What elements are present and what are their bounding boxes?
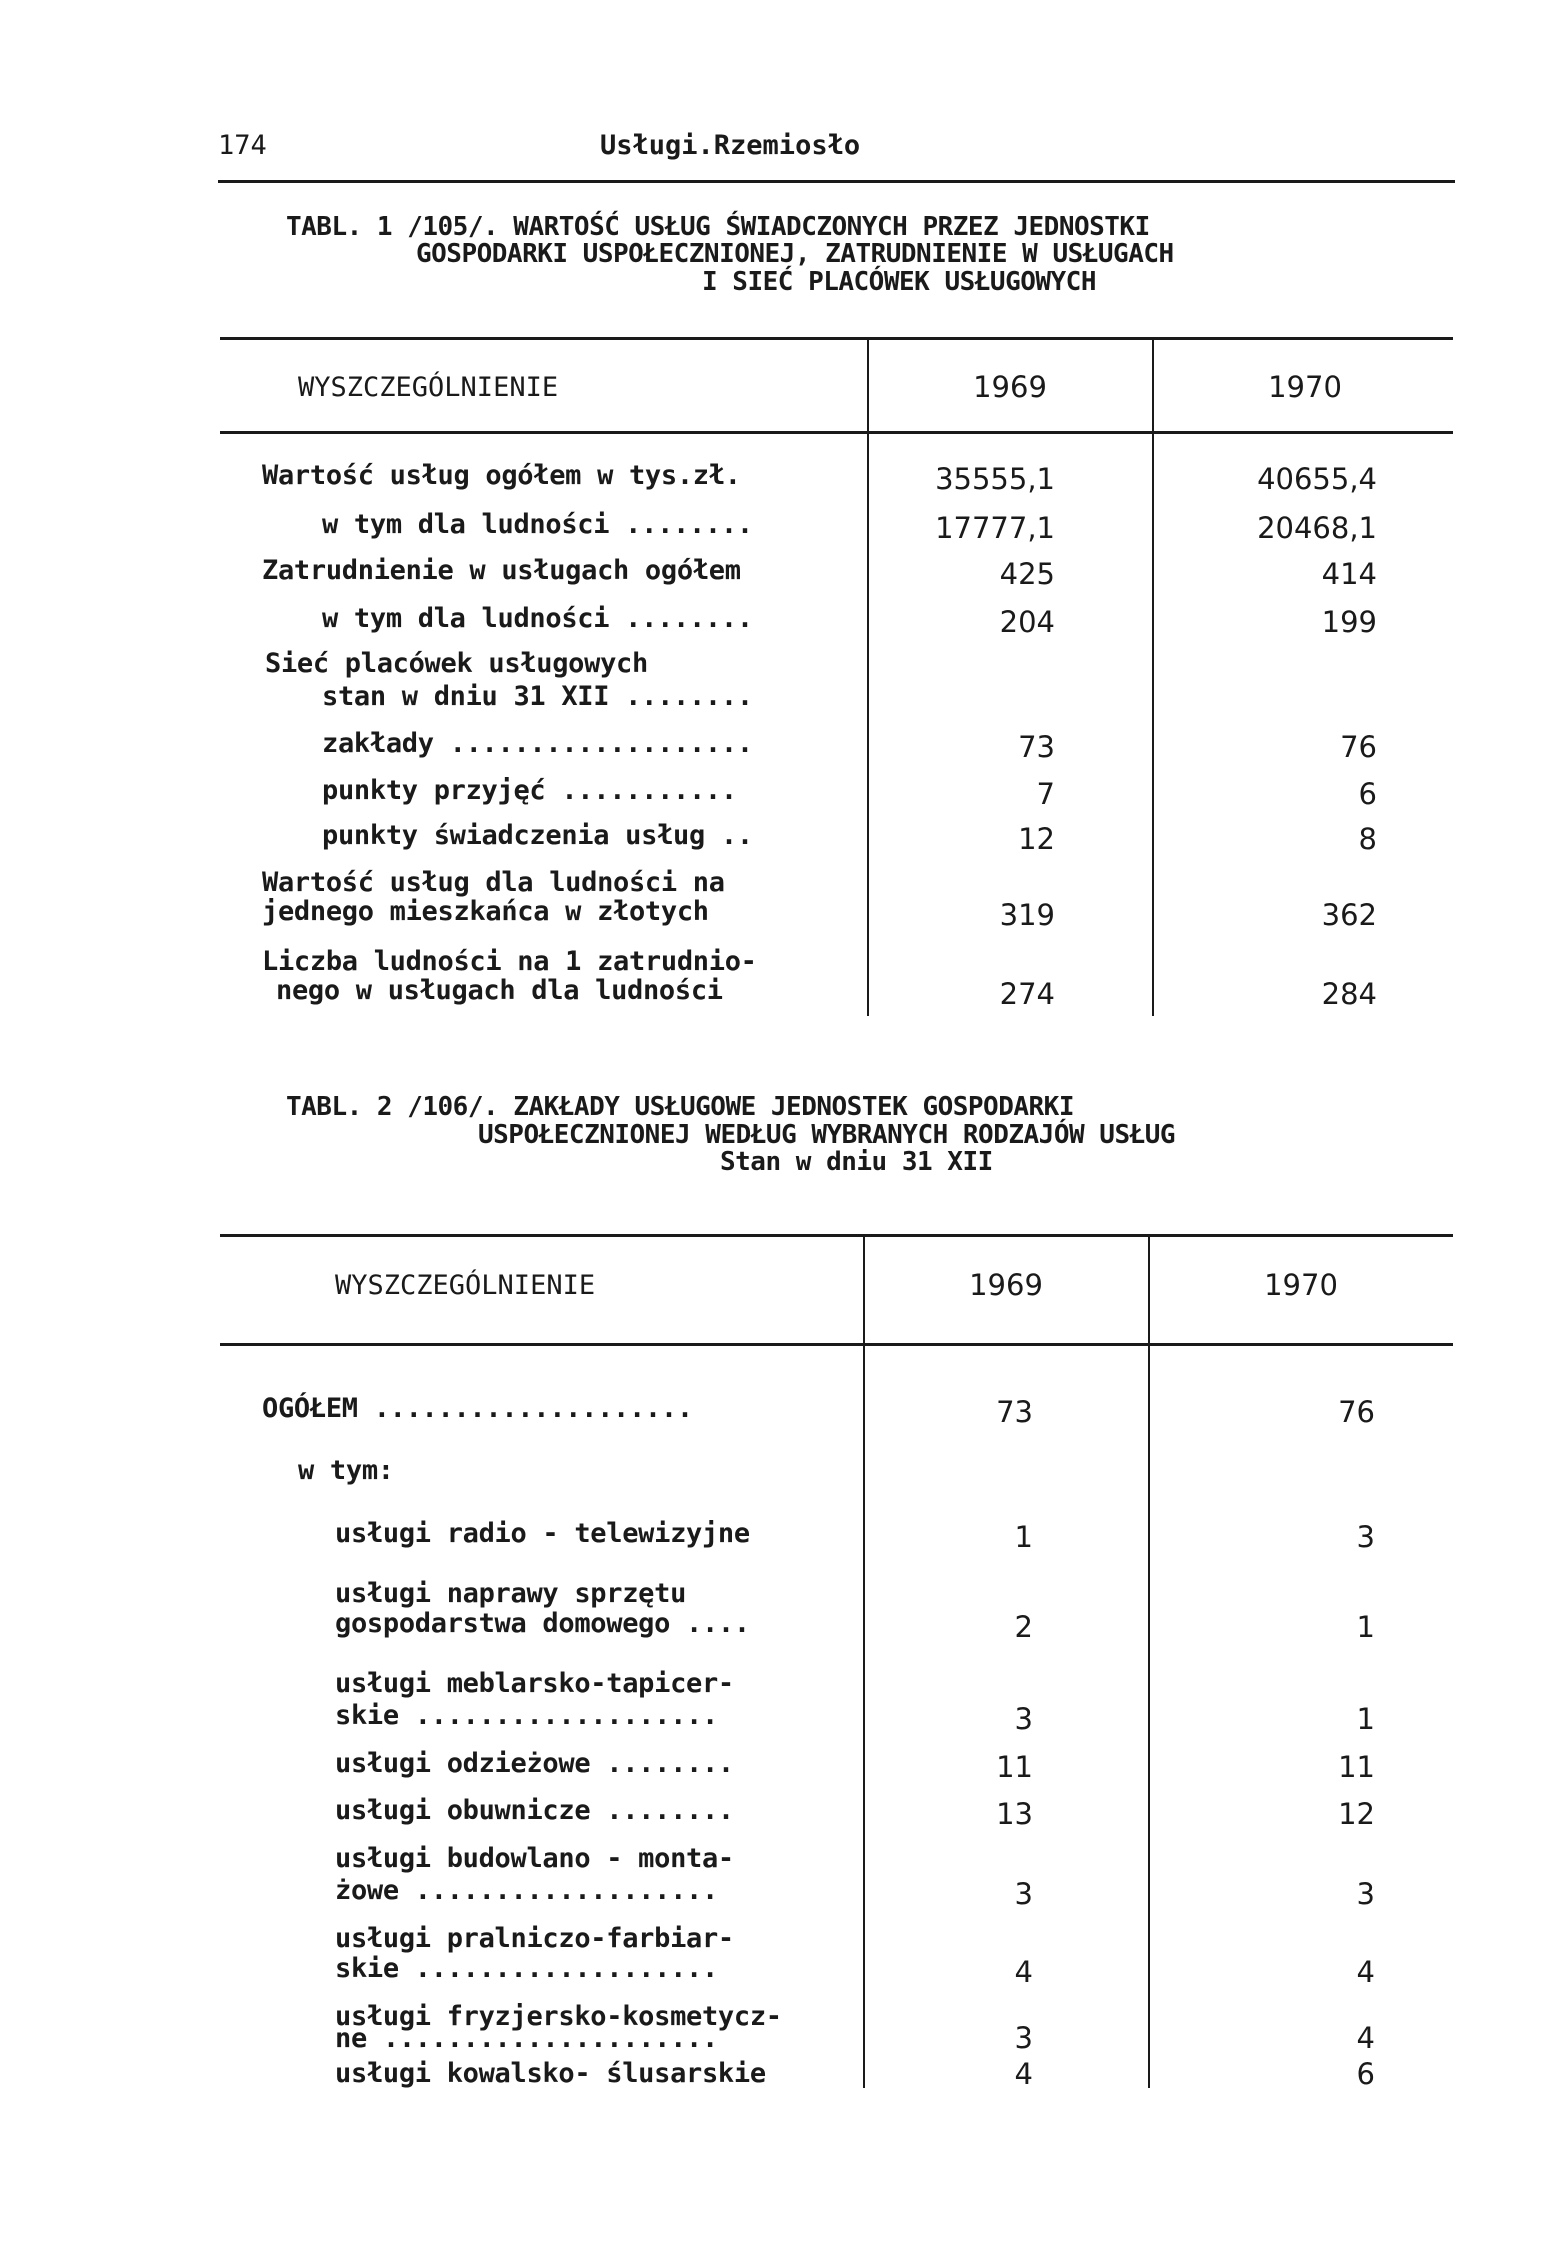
table-1-header-rule	[220, 431, 1453, 434]
table-2-row-1970: 3	[1356, 1520, 1375, 1554]
table-2-row-1969: 3	[1014, 1877, 1033, 1911]
table-1-row-label: zakłady ...................	[322, 728, 753, 759]
table-2-row-1970: 6	[1356, 2057, 1375, 2091]
table-2-row-1969: 11	[996, 1750, 1033, 1784]
table-1-row-label: Zatrudnienie w usługach ogółem	[262, 555, 741, 586]
table-1-caption-line-3: I SIEĆ PLACÓWEK USŁUGOWYCH	[702, 267, 1096, 297]
table-1-col-divider-1	[867, 337, 869, 1016]
table-2-caption-line-3: Stan w dniu 31 XII	[720, 1147, 993, 1177]
table-1-row-1969: 204	[999, 605, 1055, 639]
table-2-col-divider-1	[863, 1234, 865, 2088]
table-1-row-1970: 8	[1358, 822, 1377, 856]
section-title: Usługi.Rzemiosło	[600, 130, 861, 161]
table-1-col-1969: 1969	[973, 370, 1047, 404]
table-1-row-1969: 425	[999, 557, 1055, 591]
table-2-row-1970: 4	[1356, 2021, 1375, 2055]
table-2-row-label: żowe ...................	[335, 1875, 718, 1906]
table-1-col-divider-2	[1152, 337, 1154, 1016]
table-1-row-label: w tym dla ludności ........	[322, 509, 753, 540]
table-2-row-1969: 3	[1014, 2021, 1033, 2055]
table-1-row-1970: 76	[1340, 730, 1377, 764]
table-1-row-1970: 6	[1358, 777, 1377, 811]
table-2-row-label: usługi fryzjersko-kosmetycz-	[335, 2001, 782, 2032]
table-2-caption-line-2: USPOŁECZNIONEJ WEDŁUG WYBRANYCH RODZAJÓW USŁUG	[478, 1120, 1176, 1150]
table-1-row-1970: 414	[1321, 557, 1377, 591]
table-1-row-1969: 17777,1	[935, 511, 1055, 545]
table-2-row-1969: 3	[1014, 1702, 1033, 1736]
table-1-row-label: Liczba ludności na 1 zatrudnio-	[262, 946, 757, 977]
table-2-row-label: usługi kowalsko- ślusarskie	[335, 2058, 766, 2089]
table-2-row-label: usługi budowlano - monta-	[335, 1843, 734, 1874]
table-2-row-label: skie ...................	[335, 1700, 718, 1731]
table-2-row-label: OGÓŁEM ....................	[262, 1393, 693, 1424]
table-2-row-1970: 4	[1356, 1955, 1375, 1989]
table-2-row-label: skie ...................	[335, 1953, 718, 1984]
table-2-row-1970: 3	[1356, 1877, 1375, 1911]
table-1-col-1970: 1970	[1268, 370, 1342, 404]
table-1-row-1969: 12	[1018, 822, 1055, 856]
table-2-row-1969: 4	[1014, 2057, 1033, 2091]
table-1-row-1969: 319	[999, 898, 1055, 932]
table-2-row-1969: 4	[1014, 1955, 1033, 1989]
table-2-row-1970: 1	[1356, 1702, 1375, 1736]
table-1-row-1970: 40655,4	[1257, 462, 1377, 496]
table-1-row-label: stan w dniu 31 XII ........	[322, 681, 753, 712]
table-1-row-label: punkty przyjęć ...........	[322, 775, 737, 806]
table-1-row-1969: 7	[1036, 777, 1055, 811]
page-number: 174	[218, 130, 267, 161]
table-1-col-label: WYSZCZEGÓLNIENIE	[298, 372, 559, 403]
table-2-col-label: WYSZCZEGÓLNIENIE	[335, 1270, 596, 1301]
table-2-col-1969: 1969	[969, 1268, 1043, 1302]
table-2-row-1969: 73	[996, 1395, 1033, 1429]
table-1-row-1970: 362	[1321, 898, 1377, 932]
table-1-row-1970: 284	[1321, 977, 1377, 1011]
table-2-col-1970: 1970	[1264, 1268, 1338, 1302]
table-2-row-1969: 13	[996, 1797, 1033, 1831]
table-1-row-1969: 274	[999, 977, 1055, 1011]
table-2-caption-line-1: TABL. 2 /106/. ZAKŁADY USŁUGOWE JEDNOSTEK GOSPODARKI	[286, 1092, 1074, 1122]
table-2-row-label: usługi pralniczo-farbiar-	[335, 1923, 734, 1954]
table-1-row-label: Wartość usług ogółem w tys.zł.	[262, 460, 741, 491]
table-1-row-1970: 20468,1	[1257, 511, 1377, 545]
table-1-row-label: jednego mieszkańca w złotych	[262, 896, 709, 927]
table-1-row-label: nego w usługach dla ludności	[276, 975, 723, 1006]
table-2-row-1970: 1	[1356, 1610, 1375, 1644]
table-2-row-label: gospodarstwa domowego ....	[335, 1608, 750, 1639]
table-1-caption-line-1: TABL. 1 /105/. WARTOŚĆ USŁUG ŚWIADCZONYCH PRZEZ JEDNOSTKI	[286, 212, 1150, 242]
table-2-row-1970: 11	[1338, 1750, 1375, 1784]
table-2-header-rule	[220, 1343, 1453, 1346]
table-1-caption-line-2: GOSPODARKI USPOŁECZNIONEJ, ZATRUDNIENIE W USŁUGACH	[416, 239, 1174, 269]
table-2-col-divider-2	[1148, 1234, 1150, 2088]
table-2-row-1970: 76	[1338, 1395, 1375, 1429]
table-2-row-1969: 2	[1014, 1610, 1033, 1644]
header-rule	[218, 180, 1455, 183]
table-1-row-1970: 199	[1321, 605, 1377, 639]
table-2-row-label: usługi odzieżowe ........	[335, 1748, 734, 1779]
table-1-top-rule	[220, 337, 1453, 340]
table-2-top-rule	[220, 1234, 1453, 1237]
table-1-row-label: punkty świadczenia usług ..	[322, 820, 753, 851]
table-2-row-1970: 12	[1338, 1797, 1375, 1831]
table-1-row-label: w tym dla ludności ........	[322, 603, 753, 634]
table-1-row-1969: 35555,1	[935, 462, 1055, 496]
table-2-row-label: usługi naprawy sprzętu	[335, 1578, 687, 1609]
table-1-row-label: Wartość usług dla ludności na	[262, 867, 725, 898]
table-2-row-1969: 1	[1014, 1520, 1033, 1554]
table-2-row-label: usługi obuwnicze ........	[335, 1795, 734, 1826]
table-2-row-label: usługi meblarsko-tapicer-	[335, 1668, 734, 1699]
table-1-row-1969: 73	[1018, 730, 1055, 764]
table-2-row-label: w tym:	[298, 1455, 394, 1486]
table-1-row-label: Sieć placówek usługowych	[265, 648, 648, 679]
table-2-row-label: usługi radio - telewizyjne	[335, 1518, 750, 1549]
table-2-row-label: ne .....................	[335, 2023, 718, 2054]
